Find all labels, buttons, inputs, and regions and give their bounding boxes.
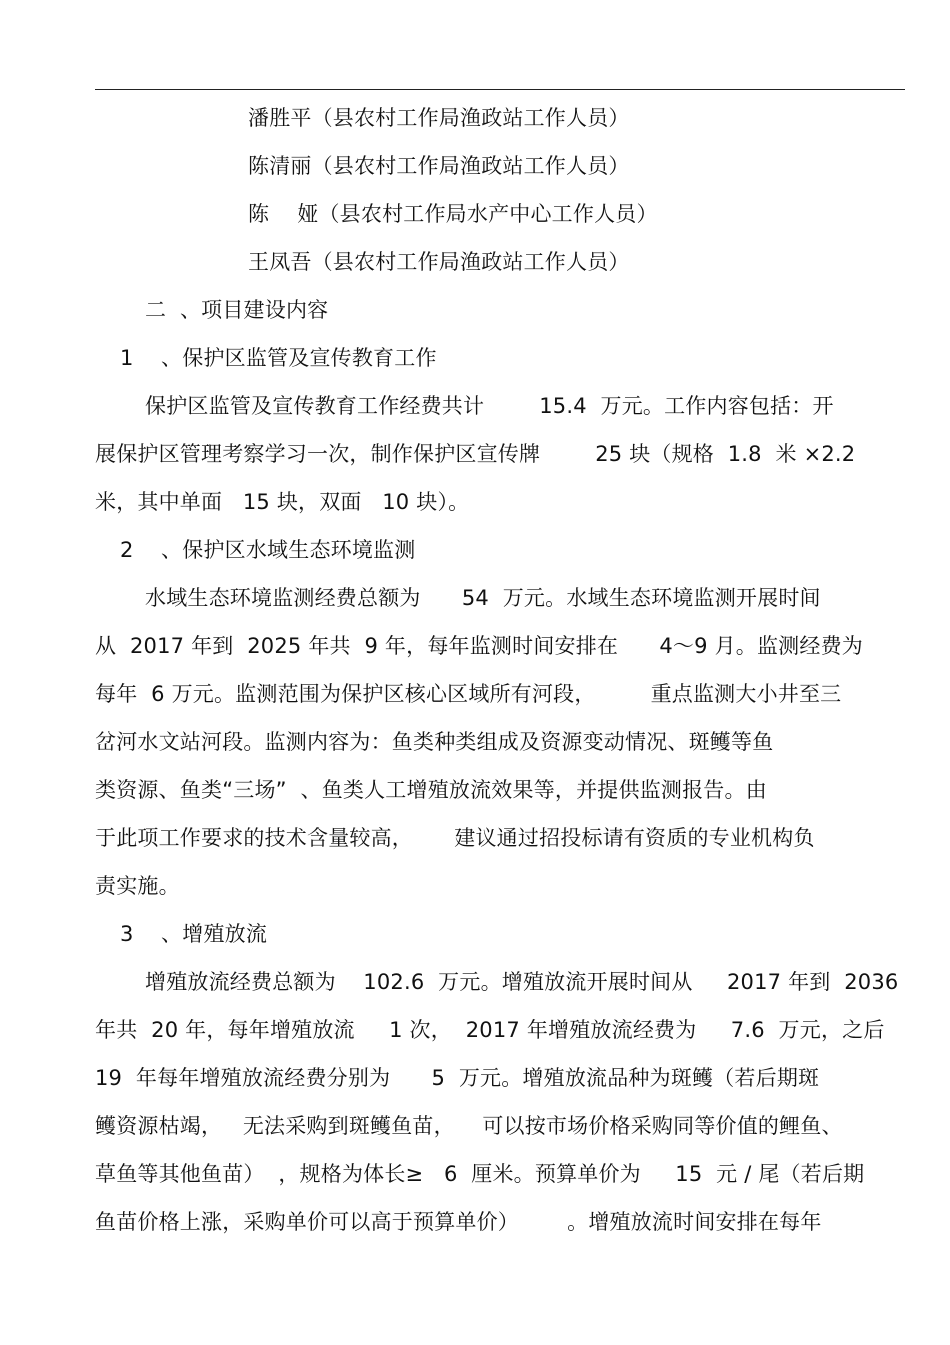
item-3-line-2: 年共 20 年，每年增殖放流 1 次， 2017 年增殖放流经费为 7.6 万元，之后 — [95, 1018, 885, 1042]
member-line-2: 陈清丽（县农村工作局渔政站工作人员） — [248, 154, 630, 178]
item-2-line-4: 岔河水文站河段。监测内容为：鱼类种类组成及资源变动情况、斑鳠等鱼 — [95, 730, 774, 754]
member-line-4: 王凤吾（县农村工作局渔政站工作人员） — [248, 250, 630, 274]
item-3-line-1: 增殖放流经费总额为 102.6 万元。增殖放流开展时间从 2017 年到 2036 — [145, 970, 899, 994]
item-1-line-1: 保护区监管及宣传教育工作经费共计 15.4 万元。工作内容包括：开 — [145, 394, 834, 418]
item-2-heading: 2 、保护区水域生态环境监测 — [120, 538, 416, 562]
member-line-3: 陈 娅（县农村工作局水产中心工作人员） — [248, 202, 658, 226]
item-1-heading: 1 、保护区监管及宣传教育工作 — [120, 346, 437, 370]
member-line-1: 潘胜平（县农村工作局渔政站工作人员） — [248, 106, 630, 130]
item-3-line-6: 鱼苗价格上涨，采购单价可以高于预算单价） 。增殖放流时间安排在每年 — [95, 1210, 822, 1234]
item-3-line-3: 19 年每年增殖放流经费分别为 5 万元。增殖放流品种为斑鳠（若后期斑 — [95, 1066, 820, 1090]
item-3-line-4: 鳠资源枯竭， 无法采购到斑鳠鱼苗， 可以按市场价格采购同等价值的鲤鱼、 — [95, 1114, 843, 1138]
item-3-line-5: 草鱼等其他鱼苗） ，规格为体长≥ 6 厘米。预算单价为 15 元 / 尾（若后期 — [95, 1162, 865, 1186]
item-2-line-7: 责实施。 — [95, 874, 180, 898]
item-2-line-2: 从 2017 年到 2025 年共 9 年，每年监测时间安排在 4～9 月。监测经费为 — [95, 634, 863, 658]
item-1-line-2: 展保护区管理考察学习一次，制作保护区宣传牌 25 块（规格 1.8 米 ×2.2 — [95, 442, 856, 466]
item-1-line-3: 米，其中单面 15 块，双面 10 块）。 — [95, 490, 470, 514]
item-2-line-6: 于此项工作要求的技术含量较高， 建议通过招投标请有资质的专业机构负 — [95, 826, 815, 850]
item-2-line-1: 水域生态环境监测经费总额为 54 万元。水域生态环境监测开展时间 — [145, 586, 821, 610]
item-2-line-5: 类资源、鱼类“三场” 、鱼类人工增殖放流效果等，并提供监测报告。由 — [95, 778, 767, 802]
item-2-line-3: 每年 6 万元。监测范围为保护区核心区域所有河段， 重点监测大小井至三 — [95, 682, 842, 706]
item-3-heading: 3 、增殖放流 — [120, 922, 268, 946]
section-title: 二 、项目建设内容 — [145, 298, 329, 322]
header-rule — [95, 89, 905, 90]
